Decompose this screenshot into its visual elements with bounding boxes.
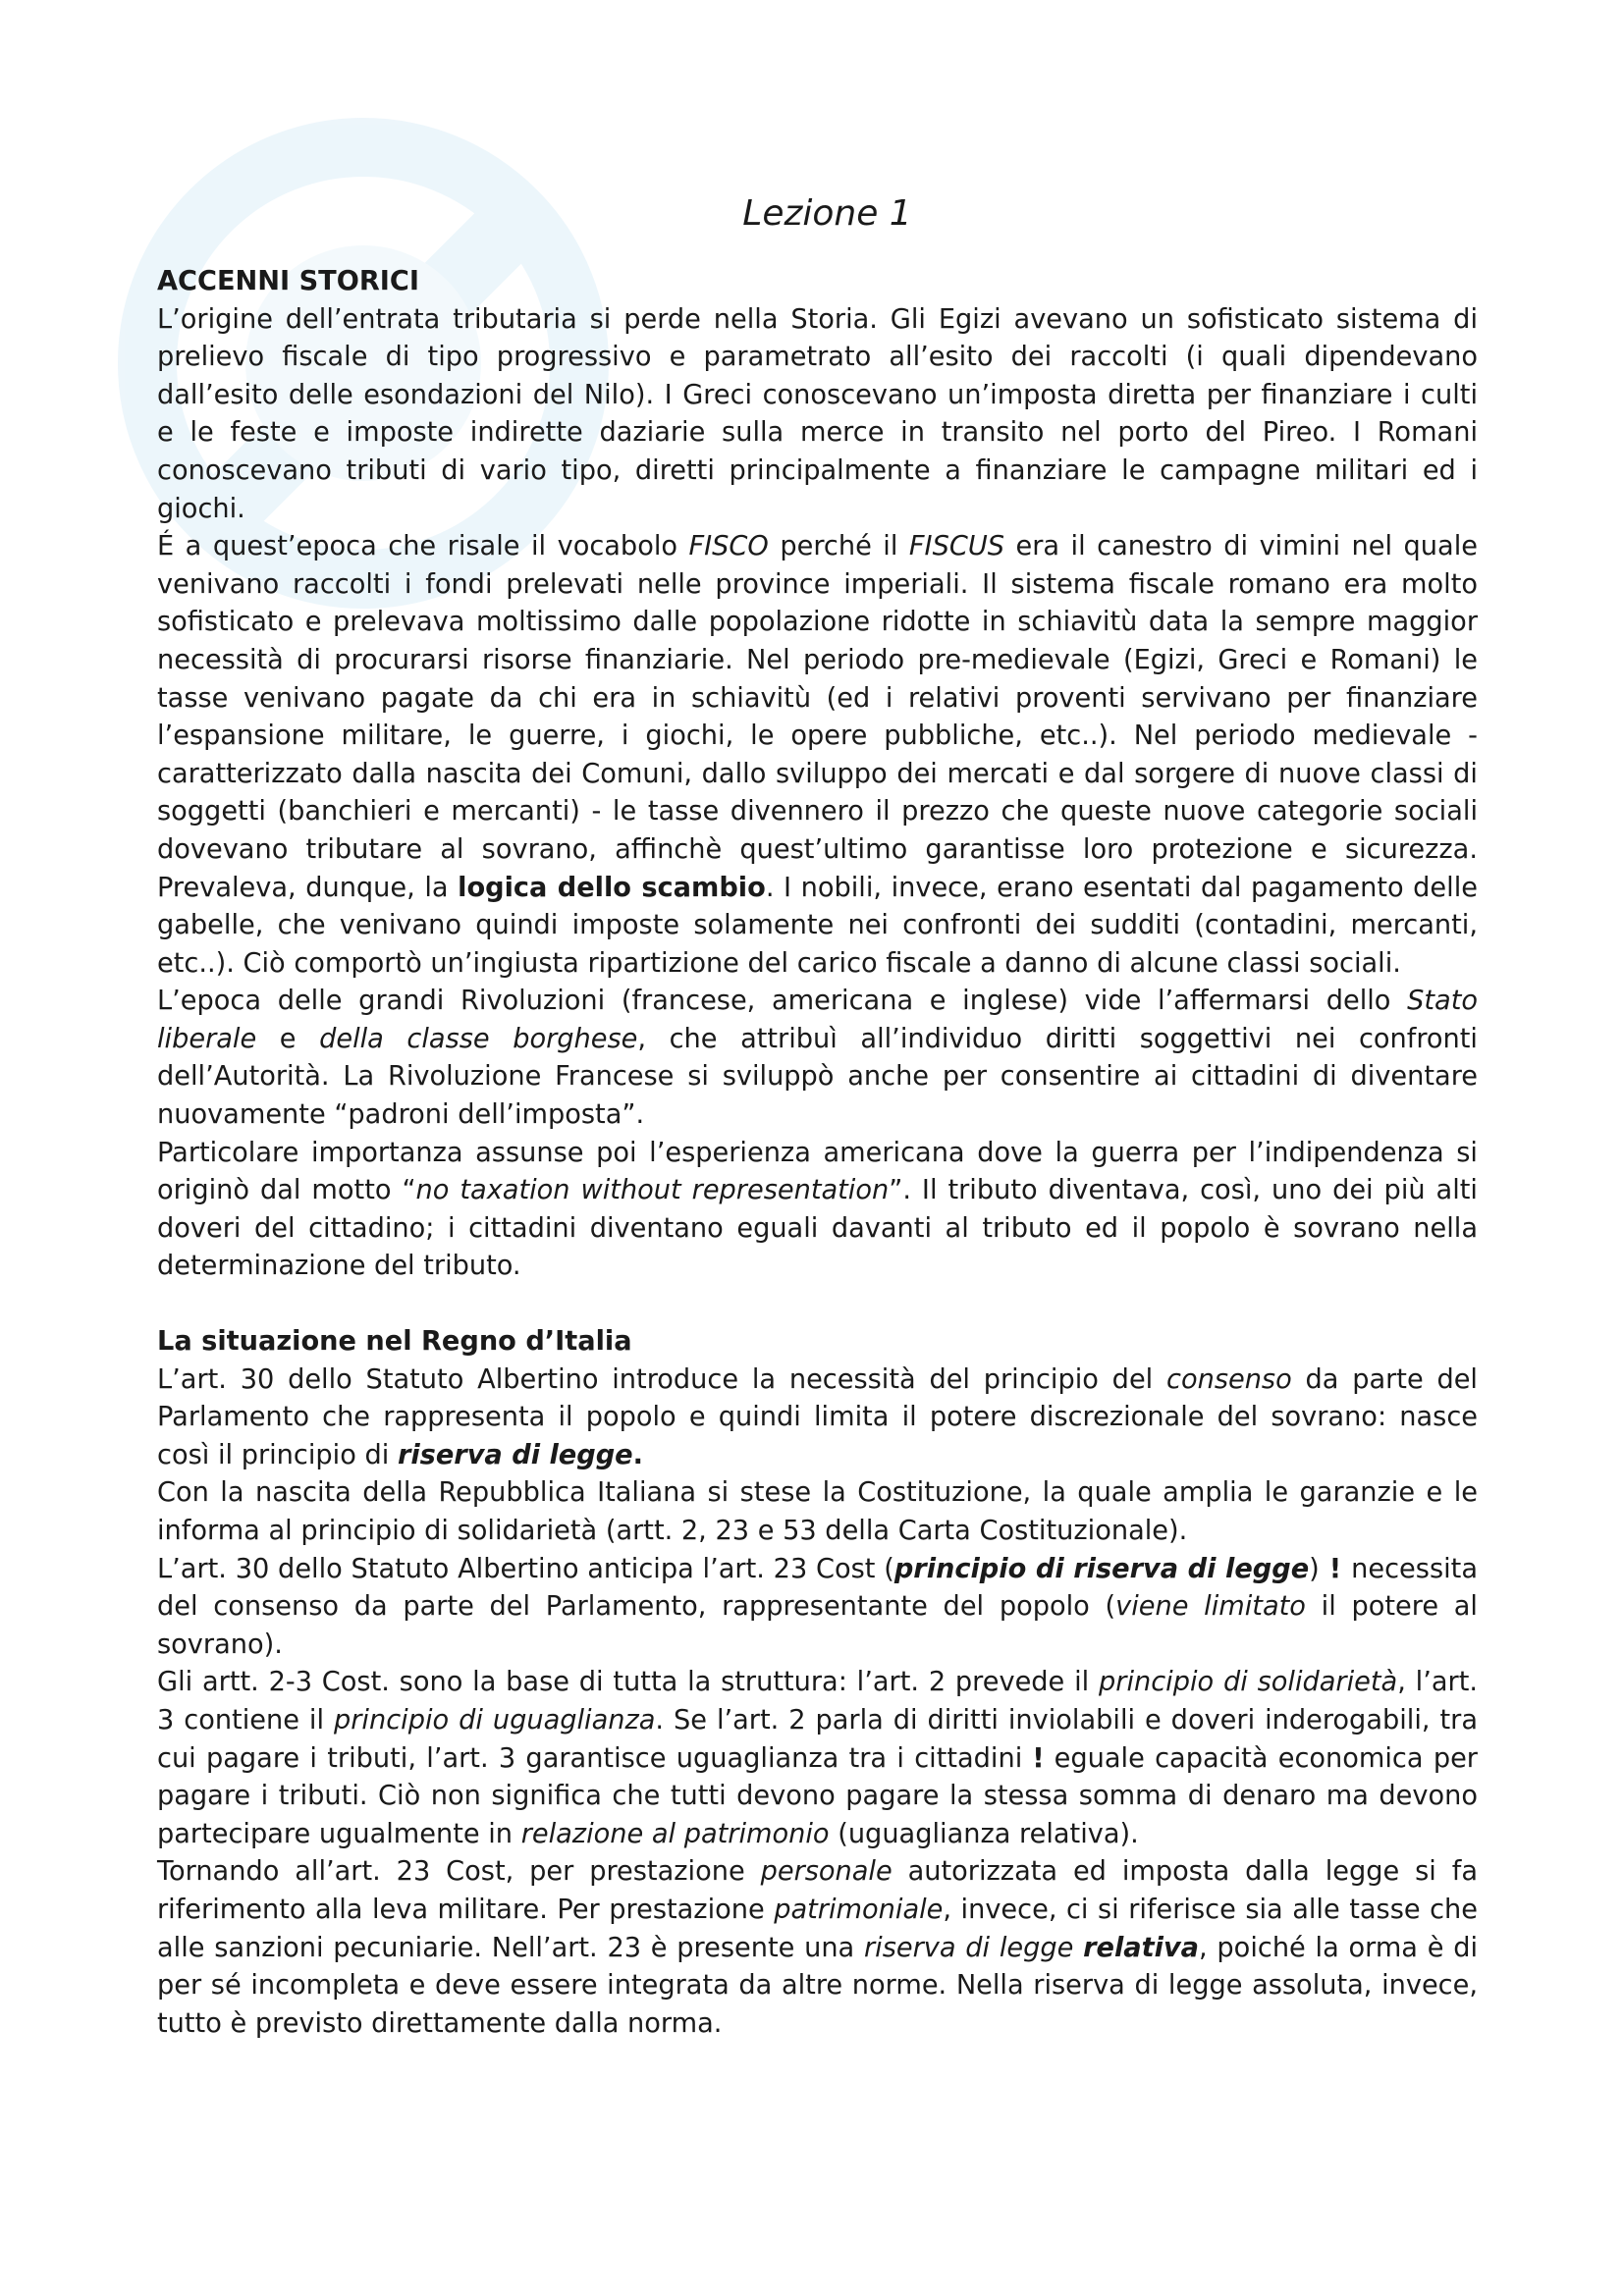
paragraph: L’epoca delle grandi Rivoluzioni (francese, americana e inglese) vide l’affermarsi dello Stato liberale e della classe borghese, che attribuì all’individuo diritti soggettivi nei confronti dell’Autorità. La Rivoluzione Francese si sviluppò anche per consentire ai cittadini di diventare nuovamente “padroni dell’imposta”. [157,986,1478,1131]
arrow-icon: ! [1328,1553,1342,1584]
section-heading-regno-italia: La situazione nel Regno d’Italia [157,1326,632,1358]
document-page [157,177,1478,2043]
page-title: Lezione 1 [742,193,912,234]
paragraph: L’art. 30 dello Statuto Albertino anticipa l’art. 23 Cost (principio di riserva di legge) ! necessita del consenso da parte del Parlamento, rappresentante del popolo (viene limitato il potere al sovrano). [157,1553,1478,1660]
paragraph: Tornando all’art. 23 Cost, per prestazione personale autorizzata ed imposta dalla legge si fa riferimento alla leva militare. Per prestazione patrimoniale, invece, ci si riferisce sia alle tasse che alle sanzioni pecuniarie. Nell’art. 23 è presente una riserva di legge relativa, poiché la orma è di per sé incompleta e deve essere integrata da altre norme. Nella riserva di legge assoluta, invece, tutto è previsto direttamente dalla norma. [157,1856,1479,2039]
arrow-icon: ! [1032,1742,1045,1774]
paragraph: L’origine dell’entrata tributaria si perde nella Storia. Gli Egizi avevano un sofisticato sistema di prelievo fiscale di tipo progressivo e parametrato all’esito dei raccolti (i quali dipendevano dall’esito delle esondazioni del Nilo). I Greci conoscevano un’imposta diretta per finanziare i culti e le feste e imposte indirette daziarie sulla merce in transito nel porto del Pireo. I Romani conoscevano tributi di vario tipo, diretti principalmente a finanziare le campagne militari ed i giochi. [157,303,1478,524]
paragraph: É a quest’epoca che risale il vocabolo FISCO perché il FISCUS era il canestro di vimini nel quale venivano raccolti i fondi prelevati nelle province imperiali. Il sistema fiscale romano era molto sofisticato e prelevava moltissimo dalle popolazione ridotte in schiavitù data la sempre maggior necessità di procurarsi risorse finanziarie. Nel periodo pre-medievale (Egizi, Greci e Romani) le tasse venivano pagate da chi era in schiavitù (ed i relativi proventi servivano per finanziare l’espansione militare, le guerre, i giochi, le opere pubbliche, etc..). Nel periodo medievale - caratterizzato dalla nascita dei Comuni, dallo sviluppo dei mercati e dal sorgere di nuove classi di soggetti (banchieri e mercanti) - le tasse divennero il prezzo che queste nuove categorie sociali dovevano tributare al sovrano, affinchè quest’ultimo garantisse loro protezione e sicurezza. Prevaleva, dunque, la logica dello scambio. I nobili, invece, erano esentati dal pagamento delle gabelle, che venivano quindi imposte solamente nei confronti dei sudditi (contadini, mercanti, etc..). Ciò comportò un’ingiusta ripartizione del carico fiscale a danno di alcune classi sociali. [157,531,1478,979]
section-heading-accenni-storici: ACCENNI STORICI [157,266,419,296]
paragraph: Gli artt. 2-3 Cost. sono la base di tutta la struttura: l’art. 2 prevede il principio di solidarietà, l’art. 3 contiene il principio di uguaglianza. Se l’art. 2 parla di diritti inviolabili e doveri inderogabili, tra cui pagare i tributi, l’art. 3 garantisce uguaglianza tra i cittadini ! eguale capacità economica per pagare i tributi. Ciò non significa che tutti devono pagare la stessa somma di denaro ma devono partecipare ugualmente in relazione al patrimonio (uguaglianza relativa). [157,1667,1479,1849]
paragraph: L’art. 30 dello Statuto Albertino introduce la necessità del principio del consenso da parte del Parlamento che rappresenta il popolo e quindi limita il potere discrezionale del sovrano: nasce così il principio di riserva di legge. [157,1363,1478,1470]
paragraph: Particolare importanza assunse poi l’esperienza americana dove la guerra per l’indipendenza si originò dal motto “no taxation without representation”. Il tributo diventava, così, uno dei più alti doveri del cittadino; i cittadini diventano eguali davanti al tributo ed il popolo è sovrano nella determinazione del tributo. [157,1137,1478,1282]
paragraph: Con la nascita della Repubblica Italiana si stese la Costituzione, la quale amplia le garanzie e le informa al principio di solidarietà (artt. 2, 23 e 53 della Carta Costituzionale). [157,1477,1478,1546]
